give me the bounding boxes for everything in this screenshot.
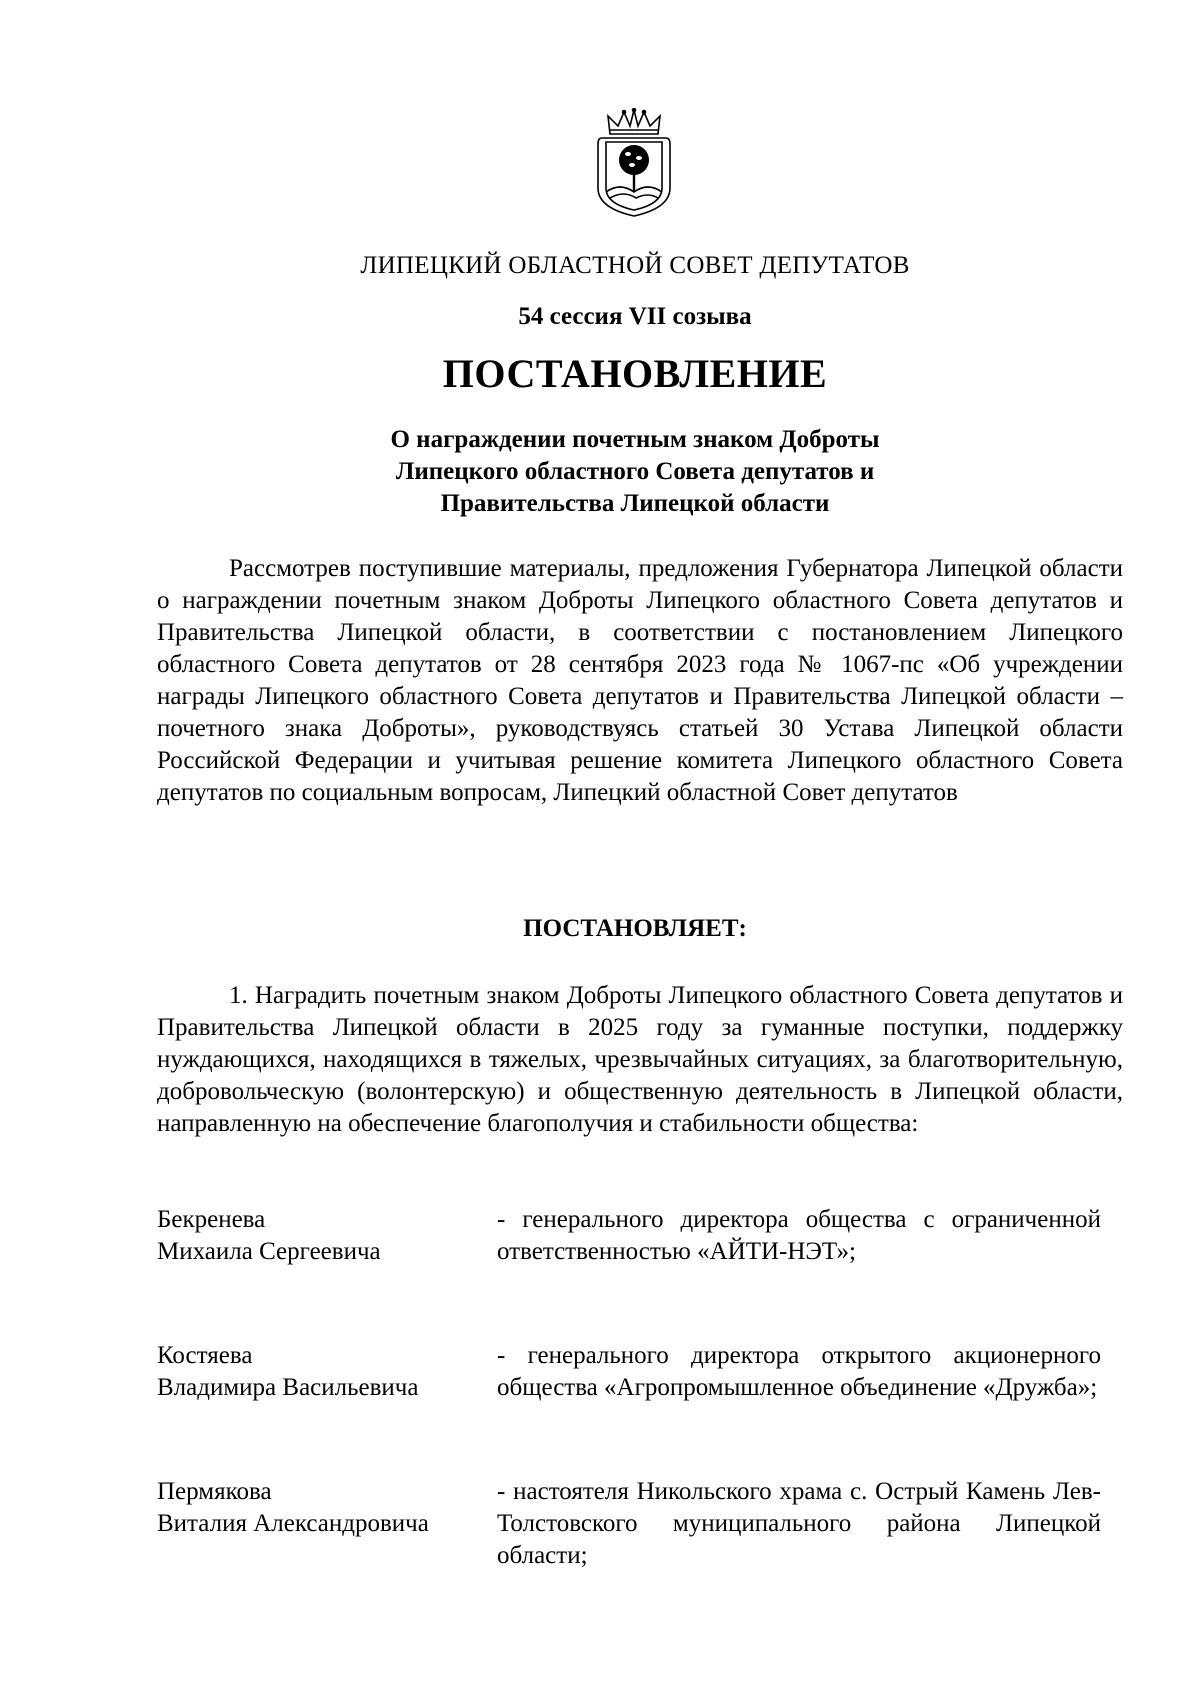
subject-line: Липецкого областного Совета депутатов и bbox=[395, 458, 875, 485]
preamble-paragraph: Рассмотрев поступившие материалы, предложения Губернатора Липецкой области о награждении почетным знаком Доброты Липецкого областного Совета депутатов и Правительства Липецкой области, в соответствии с постановлением Липецкого областного Совета депутатов от 28 сентября 2023 года № 1067-пс «Об учреждении награды Липецкого областного Совета депутатов и Правительства Липецкой области – почетного знака Доброты», руководствуясь статьей 30 Устава Липецкой области Российской Федерации и учитывая решение комитета Липецкого областного Совета депутатов по социальным вопросам, Липецкий областной Совет депутатов bbox=[157, 555, 1123, 806]
subject-line: Правительства Липецкой области bbox=[440, 490, 830, 517]
awardee-description: - настоятеля Никольского храма с. Острый Камень Лев-Толстовского муниципального района Липецкой области; bbox=[497, 1478, 1101, 1569]
awardee-surname: Бекренева bbox=[157, 1206, 266, 1233]
awardee-surname: Пермякова bbox=[157, 1478, 272, 1505]
awardee-description: - генерального директора открытого акционерного общества «Агропромышленное объединение «Дружба»; bbox=[497, 1342, 1101, 1401]
awardee-name bbox=[157, 1340, 487, 1404]
awardee-given-names: Виталия Александровича bbox=[157, 1510, 429, 1537]
document-subject bbox=[0, 424, 1200, 520]
decree-heading: ПОСТАНОВЛЯЕТ: bbox=[523, 915, 747, 942]
decree-item-1: 1. Наградить почетным знаком Доброты Липецкого областного Совета депутатов и Правительства Липецкой области в 2025 году за гуманные поступки, поддержку нуждающихся, находящихся в тяжелых, чрезвычайных ситуациях, за благотворительную, добровольческую (волонтерскую) и общественную деятельность в Липецкой области, направленную на обеспечение благополучия и стабильности общества: bbox=[157, 982, 1123, 1137]
subject-line: О награждении почетным знаком Доброты bbox=[390, 426, 880, 453]
awardee-name bbox=[157, 1476, 487, 1540]
awardee-surname: Костяева bbox=[157, 1342, 253, 1369]
awardee-description: - генерального директора общества с ограниченной ответственностью «АЙТИ-НЭТ»; bbox=[497, 1206, 1101, 1265]
coat-of-arms-icon bbox=[596, 108, 672, 218]
session-label: 54 сессия VII созыва bbox=[518, 303, 752, 330]
awardee-given-names: Михаила Сергеевича bbox=[157, 1238, 381, 1265]
organization-name: ЛИПЕЦКИЙ ОБЛАСТНОЙ СОВЕТ ДЕПУТАТОВ bbox=[360, 252, 910, 279]
document-type-title: ПОСТАНОВЛЕНИЕ bbox=[442, 351, 828, 396]
awardee-name bbox=[157, 1204, 487, 1268]
awardee-given-names: Владимира Васильевича bbox=[157, 1374, 419, 1401]
